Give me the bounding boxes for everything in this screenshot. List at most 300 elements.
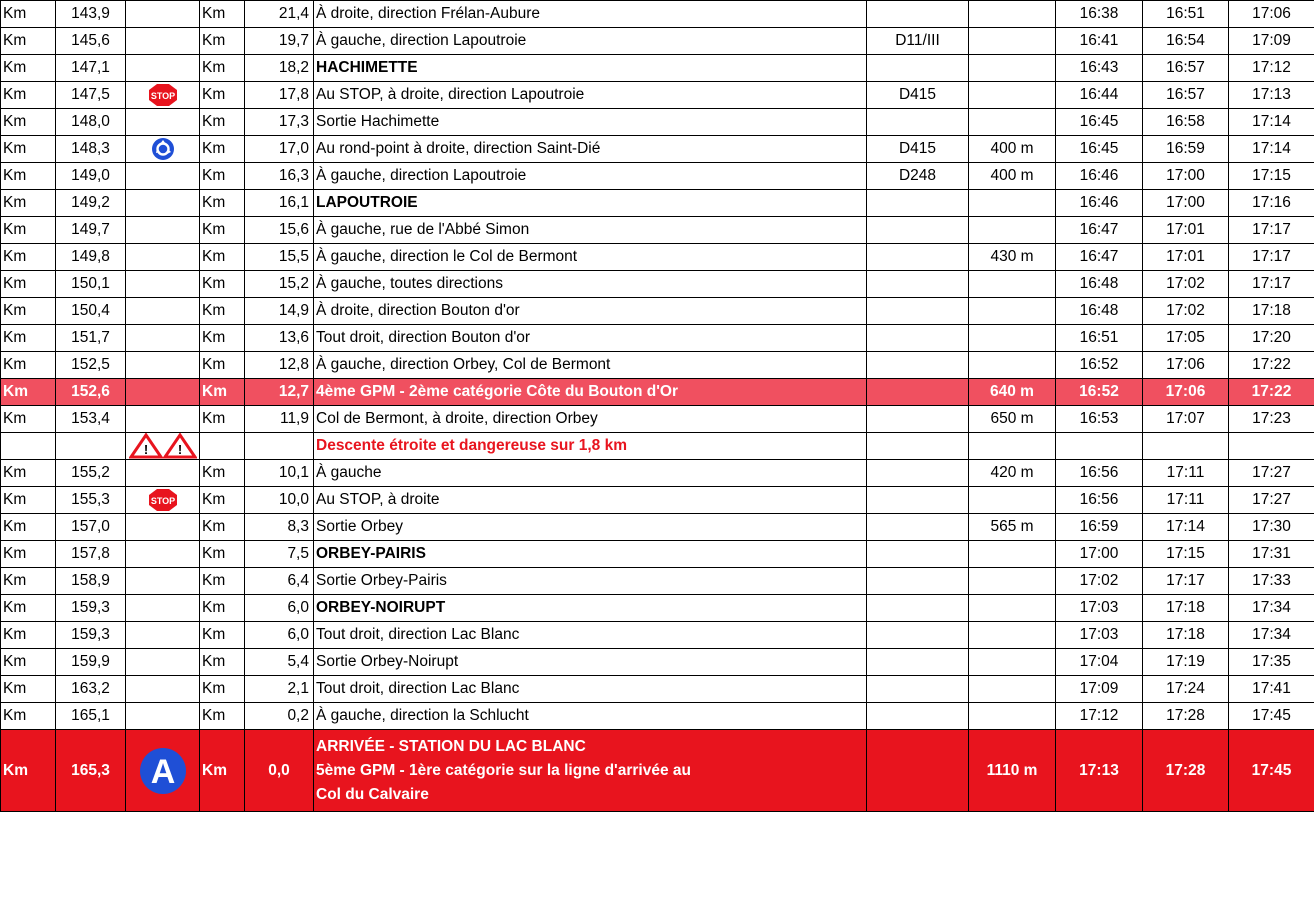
time-fast-cell: 17:00 [1056, 541, 1143, 568]
description-cell: Sortie Orbey [314, 514, 867, 541]
table-row [1, 568, 1314, 595]
altitude-cell: 400 m [969, 136, 1056, 163]
km-done-cell: 159,3 [56, 595, 126, 622]
time-mid-cell: 17:24 [1143, 676, 1229, 703]
icon-cell [126, 1, 200, 28]
time-mid-cell: 17:28 [1143, 703, 1229, 730]
time-fast-cell: 16:43 [1056, 55, 1143, 82]
altitude-cell: 430 m [969, 244, 1056, 271]
time-fast-cell: 16:47 [1056, 217, 1143, 244]
icon-cell [126, 622, 200, 649]
icon-cell [126, 514, 200, 541]
km-done-cell: 149,7 [56, 217, 126, 244]
time-slow-cell: 17:34 [1229, 622, 1314, 649]
icon-cell [126, 28, 200, 55]
time-mid-cell: 17:15 [1143, 541, 1229, 568]
km-remaining-cell: 8,3 [245, 514, 314, 541]
km-unit-cell: Km [1, 190, 56, 217]
time-slow-cell: 17:13 [1229, 82, 1314, 109]
km-unit-cell: Km [1, 109, 56, 136]
description-cell: Descente étroite et dangereuse sur 1,8 km [314, 433, 867, 460]
description-cell: Tout droit, direction Lac Blanc [314, 622, 867, 649]
time-slow-cell: 17:27 [1229, 460, 1314, 487]
km-remaining-cell: 6,0 [245, 622, 314, 649]
icon-cell [126, 271, 200, 298]
time-fast-cell: 17:13 [1056, 730, 1143, 812]
km-remaining-cell [245, 433, 314, 460]
svg-text:!: ! [143, 442, 148, 457]
time-fast-cell: 16:51 [1056, 325, 1143, 352]
road-cell: D248 [867, 163, 969, 190]
time-fast-cell: 16:45 [1056, 109, 1143, 136]
time-mid-cell: 17:19 [1143, 649, 1229, 676]
km-unit-cell: Km [1, 352, 56, 379]
roundabout-icon [151, 137, 175, 161]
road-cell [867, 676, 969, 703]
km-done-cell: 145,6 [56, 28, 126, 55]
stop-sign-icon [148, 83, 178, 107]
altitude-cell [969, 676, 1056, 703]
km-remaining-cell: 17,8 [245, 82, 314, 109]
svg-text:STOP: STOP [150, 496, 175, 506]
time-slow-cell: 17:23 [1229, 406, 1314, 433]
km-unit-cell: Km [1, 406, 56, 433]
icon-cell [126, 82, 200, 109]
altitude-cell [969, 433, 1056, 460]
description-cell: À gauche, direction la Schlucht [314, 703, 867, 730]
altitude-cell [969, 271, 1056, 298]
time-fast-cell: 16:45 [1056, 136, 1143, 163]
km-unit-cell: Km [1, 379, 56, 406]
road-cell [867, 460, 969, 487]
km-unit-cell: Km [1, 730, 56, 812]
altitude-cell [969, 82, 1056, 109]
road-cell [867, 514, 969, 541]
time-slow-cell: 17:35 [1229, 649, 1314, 676]
icon-cell [126, 352, 200, 379]
time-mid-cell: 17:06 [1143, 379, 1229, 406]
table-row [1, 622, 1314, 649]
km-unit-cell: Km [1, 595, 56, 622]
altitude-cell [969, 595, 1056, 622]
icon-cell [126, 190, 200, 217]
stop-sign-icon [148, 488, 178, 512]
description-cell: Sortie Orbey-Pairis [314, 568, 867, 595]
km-unit-cell: Km [200, 703, 245, 730]
km-done-cell: 149,8 [56, 244, 126, 271]
km-unit-cell: Km [200, 298, 245, 325]
time-fast-cell: 16:56 [1056, 460, 1143, 487]
finish-description-line: 5ème GPM - 1ère catégorie sur la ligne d'arrivée au [316, 761, 691, 779]
road-cell: D415 [867, 136, 969, 163]
time-mid-cell: 17:18 [1143, 622, 1229, 649]
road-cell [867, 271, 969, 298]
road-cell [867, 379, 969, 406]
altitude-cell: 420 m [969, 460, 1056, 487]
altitude-cell: 650 m [969, 406, 1056, 433]
table-row [1, 163, 1314, 190]
altitude-cell [969, 28, 1056, 55]
time-mid-cell: 17:11 [1143, 487, 1229, 514]
km-remaining-cell: 21,4 [245, 1, 314, 28]
km-unit-cell: Km [200, 244, 245, 271]
km-unit-cell: Km [200, 1, 245, 28]
time-fast-cell: 17:12 [1056, 703, 1143, 730]
km-unit-cell [200, 433, 245, 460]
time-slow-cell: 17:12 [1229, 55, 1314, 82]
table-row [1, 460, 1314, 487]
time-mid-cell: 17:14 [1143, 514, 1229, 541]
km-remaining-cell: 17,3 [245, 109, 314, 136]
km-unit-cell: Km [200, 514, 245, 541]
km-unit-cell: Km [1, 217, 56, 244]
km-unit-cell: Km [1, 568, 56, 595]
km-done-cell: 152,6 [56, 379, 126, 406]
km-remaining-cell: 13,6 [245, 325, 314, 352]
icon-cell [126, 406, 200, 433]
road-cell [867, 730, 969, 812]
description-cell: À gauche, rue de l'Abbé Simon [314, 217, 867, 244]
km-done-cell: 157,0 [56, 514, 126, 541]
time-fast-cell: 17:03 [1056, 622, 1143, 649]
time-slow-cell: 17:17 [1229, 271, 1314, 298]
km-remaining-cell: 0,0 [245, 730, 314, 812]
svg-text:A: A [150, 752, 175, 791]
description-cell: Sortie Hachimette [314, 109, 867, 136]
table-row [1, 136, 1314, 163]
km-unit-cell: Km [1, 136, 56, 163]
km-unit-cell: Km [1, 703, 56, 730]
km-unit-cell: Km [1, 28, 56, 55]
table-row [1, 514, 1314, 541]
time-fast-cell: 17:03 [1056, 595, 1143, 622]
time-mid-cell: 17:02 [1143, 271, 1229, 298]
km-done-cell: 150,1 [56, 271, 126, 298]
time-slow-cell: 17:09 [1229, 28, 1314, 55]
road-cell [867, 55, 969, 82]
table-row [1, 379, 1314, 406]
icon-cell [126, 649, 200, 676]
description-cell: Au STOP, à droite [314, 487, 867, 514]
km-remaining-cell: 19,7 [245, 28, 314, 55]
km-unit-cell: Km [200, 163, 245, 190]
km-unit-cell: Km [200, 271, 245, 298]
time-mid-cell: 17:28 [1143, 730, 1229, 812]
time-slow-cell: 17:22 [1229, 352, 1314, 379]
time-mid-cell: 17:11 [1143, 460, 1229, 487]
time-slow-cell: 17:45 [1229, 703, 1314, 730]
km-unit-cell: Km [200, 325, 245, 352]
km-unit-cell: Km [200, 406, 245, 433]
km-unit-cell: Km [200, 109, 245, 136]
description-cell: Sortie Orbey-Noirupt [314, 649, 867, 676]
km-unit-cell: Km [1, 163, 56, 190]
km-unit-cell: Km [200, 379, 245, 406]
road-cell [867, 244, 969, 271]
km-remaining-cell: 15,5 [245, 244, 314, 271]
km-unit-cell: Km [200, 649, 245, 676]
time-slow-cell: 17:33 [1229, 568, 1314, 595]
svg-text:!: ! [177, 442, 182, 457]
km-remaining-cell: 16,1 [245, 190, 314, 217]
road-cell [867, 649, 969, 676]
road-cell [867, 541, 969, 568]
time-fast-cell: 17:09 [1056, 676, 1143, 703]
description-cell: Tout droit, direction Lac Blanc [314, 676, 867, 703]
km-remaining-cell: 17,0 [245, 136, 314, 163]
danger-warning-icon [129, 433, 197, 459]
km-remaining-cell: 12,8 [245, 352, 314, 379]
time-slow-cell: 17:18 [1229, 298, 1314, 325]
km-remaining-cell: 10,1 [245, 460, 314, 487]
km-remaining-cell: 7,5 [245, 541, 314, 568]
description-cell: Col de Bermont, à droite, direction Orbey [314, 406, 867, 433]
km-done-cell: 159,9 [56, 649, 126, 676]
icon-cell [126, 541, 200, 568]
time-fast-cell: 17:02 [1056, 568, 1143, 595]
km-unit-cell: Km [200, 217, 245, 244]
km-unit-cell: Km [1, 325, 56, 352]
description-cell: LAPOUTROIE [314, 190, 867, 217]
time-fast-cell: 16:46 [1056, 163, 1143, 190]
time-fast-cell: 16:53 [1056, 406, 1143, 433]
time-mid-cell: 16:54 [1143, 28, 1229, 55]
km-unit-cell: Km [200, 487, 245, 514]
road-cell: D11/III [867, 28, 969, 55]
road-cell [867, 406, 969, 433]
table-row [1, 28, 1314, 55]
icon-cell [126, 703, 200, 730]
icon-cell [126, 136, 200, 163]
km-done-cell [56, 433, 126, 460]
km-done-cell: 143,9 [56, 1, 126, 28]
description-cell: À gauche, direction Orbey, Col de Bermont [314, 352, 867, 379]
km-unit-cell: Km [1, 487, 56, 514]
km-remaining-cell: 18,2 [245, 55, 314, 82]
km-unit-cell: Km [1, 676, 56, 703]
time-mid-cell: 16:51 [1143, 1, 1229, 28]
km-unit-cell: Km [1, 298, 56, 325]
altitude-cell [969, 487, 1056, 514]
km-done-cell: 163,2 [56, 676, 126, 703]
table-row [1, 325, 1314, 352]
finish-a-icon [139, 747, 187, 795]
km-done-cell: 148,0 [56, 109, 126, 136]
road-cell: D415 [867, 82, 969, 109]
km-unit-cell: Km [1, 1, 56, 28]
icon-cell [126, 460, 200, 487]
table-row [1, 433, 1314, 460]
time-fast-cell: 16:52 [1056, 352, 1143, 379]
table-row [1, 109, 1314, 136]
table-row [1, 244, 1314, 271]
finish-description-line: ARRIVÉE - STATION DU LAC BLANC [316, 737, 586, 755]
km-unit-cell: Km [200, 28, 245, 55]
km-done-cell: 150,4 [56, 298, 126, 325]
road-cell [867, 433, 969, 460]
time-fast-cell: 16:38 [1056, 1, 1143, 28]
time-fast-cell: 16:48 [1056, 271, 1143, 298]
finish-description-line: Col du Calvaire [316, 785, 429, 803]
table-row [1, 406, 1314, 433]
description-cell: HACHIMETTE [314, 55, 867, 82]
altitude-cell [969, 568, 1056, 595]
time-slow-cell: 17:41 [1229, 676, 1314, 703]
table-row [1, 676, 1314, 703]
km-done-cell: 147,1 [56, 55, 126, 82]
km-remaining-cell: 12,7 [245, 379, 314, 406]
table-row [1, 190, 1314, 217]
description-cell: 4ème GPM - 2ème catégorie Côte du Bouton d'Or [314, 379, 867, 406]
description-cell: ORBEY-PAIRIS [314, 541, 867, 568]
time-mid-cell: 17:02 [1143, 298, 1229, 325]
km-unit-cell: Km [200, 82, 245, 109]
time-slow-cell: 17:30 [1229, 514, 1314, 541]
description-cell: À droite, direction Bouton d'or [314, 298, 867, 325]
km-unit-cell: Km [200, 622, 245, 649]
time-mid-cell: 17:01 [1143, 217, 1229, 244]
km-done-cell: 155,3 [56, 487, 126, 514]
km-remaining-cell: 11,9 [245, 406, 314, 433]
icon-cell [126, 379, 200, 406]
altitude-cell [969, 541, 1056, 568]
road-cell [867, 190, 969, 217]
km-unit-cell: Km [200, 541, 245, 568]
altitude-cell [969, 352, 1056, 379]
time-fast-cell: 16:52 [1056, 379, 1143, 406]
icon-cell [126, 568, 200, 595]
altitude-cell: 565 m [969, 514, 1056, 541]
table-row [1, 298, 1314, 325]
km-done-cell: 165,1 [56, 703, 126, 730]
icon-cell [126, 163, 200, 190]
km-remaining-cell: 10,0 [245, 487, 314, 514]
km-remaining-cell: 14,9 [245, 298, 314, 325]
table-row [1, 703, 1314, 730]
altitude-cell [969, 298, 1056, 325]
table-row [1, 649, 1314, 676]
icon-cell [126, 55, 200, 82]
road-cell [867, 352, 969, 379]
altitude-cell: 400 m [969, 163, 1056, 190]
km-unit-cell: Km [1, 622, 56, 649]
road-cell [867, 325, 969, 352]
table-row [1, 55, 1314, 82]
description-cell: Au STOP, à droite, direction Lapoutroie [314, 82, 867, 109]
time-slow-cell: 17:22 [1229, 379, 1314, 406]
km-unit-cell: Km [1, 541, 56, 568]
km-remaining-cell: 2,1 [245, 676, 314, 703]
time-mid-cell: 17:00 [1143, 190, 1229, 217]
km-done-cell: 159,3 [56, 622, 126, 649]
km-unit-cell: Km [200, 352, 245, 379]
icon-cell [126, 109, 200, 136]
time-slow-cell [1229, 433, 1314, 460]
time-mid-cell: 17:07 [1143, 406, 1229, 433]
altitude-cell: 640 m [969, 379, 1056, 406]
road-cell [867, 622, 969, 649]
km-remaining-cell: 0,2 [245, 703, 314, 730]
km-unit-cell: Km [1, 271, 56, 298]
time-slow-cell: 17:34 [1229, 595, 1314, 622]
altitude-cell [969, 622, 1056, 649]
time-slow-cell: 17:20 [1229, 325, 1314, 352]
time-slow-cell: 17:15 [1229, 163, 1314, 190]
table-row [1, 541, 1314, 568]
altitude-cell [969, 325, 1056, 352]
km-remaining-cell: 15,2 [245, 271, 314, 298]
road-cell [867, 109, 969, 136]
svg-text:STOP: STOP [150, 91, 175, 101]
time-slow-cell: 17:14 [1229, 109, 1314, 136]
road-cell [867, 595, 969, 622]
description-cell: À gauche, toutes directions [314, 271, 867, 298]
time-slow-cell: 17:16 [1229, 190, 1314, 217]
km-unit-cell: Km [200, 190, 245, 217]
icon-cell [126, 487, 200, 514]
road-cell [867, 217, 969, 244]
icon-cell [126, 595, 200, 622]
time-fast-cell [1056, 433, 1143, 460]
description-cell: À gauche [314, 460, 867, 487]
km-done-cell: 147,5 [56, 82, 126, 109]
altitude-cell: 1110 m [969, 730, 1056, 812]
km-remaining-cell: 15,6 [245, 217, 314, 244]
road-cell [867, 568, 969, 595]
km-done-cell: 149,2 [56, 190, 126, 217]
description-cell: ORBEY-NOIRUPT [314, 595, 867, 622]
altitude-cell [969, 217, 1056, 244]
description-cell: Tout droit, direction Bouton d'or [314, 325, 867, 352]
time-slow-cell: 17:17 [1229, 217, 1314, 244]
km-done-cell: 151,7 [56, 325, 126, 352]
time-fast-cell: 17:04 [1056, 649, 1143, 676]
km-remaining-cell: 6,4 [245, 568, 314, 595]
km-remaining-cell: 5,4 [245, 649, 314, 676]
icon-cell [126, 676, 200, 703]
table-row [1, 352, 1314, 379]
road-cell [867, 487, 969, 514]
altitude-cell [969, 1, 1056, 28]
time-fast-cell: 16:44 [1056, 82, 1143, 109]
description-cell: À droite, direction Frélan-Aubure [314, 1, 867, 28]
table-row [1, 271, 1314, 298]
itinerary-body [1, 1, 1314, 812]
icon-cell [126, 730, 200, 812]
km-done-cell: 158,9 [56, 568, 126, 595]
km-unit-cell: Km [1, 82, 56, 109]
icon-cell [126, 433, 200, 460]
km-done-cell: 152,5 [56, 352, 126, 379]
km-remaining-cell: 16,3 [245, 163, 314, 190]
km-unit-cell: Km [1, 55, 56, 82]
km-unit-cell: Km [200, 568, 245, 595]
km-done-cell: 165,3 [56, 730, 126, 812]
km-unit-cell: Km [1, 460, 56, 487]
icon-cell [126, 217, 200, 244]
time-mid-cell: 16:58 [1143, 109, 1229, 136]
km-unit-cell: Km [200, 676, 245, 703]
time-fast-cell: 16:48 [1056, 298, 1143, 325]
time-mid-cell: 17:01 [1143, 244, 1229, 271]
time-mid-cell: 17:00 [1143, 163, 1229, 190]
description-cell: À gauche, direction Lapoutroie [314, 163, 867, 190]
description-cell: À gauche, direction Lapoutroie [314, 28, 867, 55]
time-mid-cell: 17:05 [1143, 325, 1229, 352]
km-unit-cell [1, 433, 56, 460]
km-unit-cell: Km [200, 55, 245, 82]
icon-cell [126, 325, 200, 352]
